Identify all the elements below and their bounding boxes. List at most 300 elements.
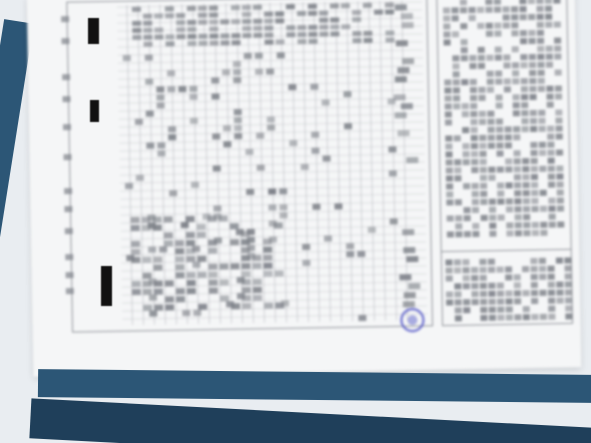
right-panel-cell: [489, 215, 496, 221]
right-panel-cell: [555, 93, 562, 99]
lower-cell: [131, 249, 140, 255]
right-lower-cell: [565, 281, 572, 287]
data-cell: [159, 246, 167, 252]
right-panel-cell: [555, 117, 562, 123]
grid-vline: [127, 5, 133, 325]
header-cell: [341, 3, 350, 8]
row-label-mark: [62, 74, 70, 80]
data-cell: [149, 295, 157, 301]
lower-cell: [187, 272, 196, 278]
right-lower-cell: [548, 290, 555, 296]
right-lower-cell: [472, 299, 479, 305]
lower-cell: [153, 256, 162, 262]
right-panel-cell: [502, 6, 509, 12]
right-panel-cell: [547, 150, 554, 156]
right-lower-cell: [471, 267, 478, 273]
right-panel-cell: [548, 174, 555, 180]
data-cell: [288, 84, 296, 90]
right-panel-cell: [520, 38, 527, 44]
side-cell: [402, 229, 414, 235]
right-panel-cell: [446, 183, 453, 189]
data-cell: [157, 102, 165, 108]
right-panel-cell: [472, 191, 479, 197]
right-panel-cell: [554, 45, 561, 51]
header-cell: [297, 11, 306, 16]
data-cell: [268, 188, 276, 194]
header-cell: [198, 20, 207, 25]
right-panel-cell: [506, 206, 513, 212]
data-cell: [157, 150, 165, 156]
right-panel-cell: [496, 103, 503, 109]
header-cell: [385, 2, 394, 7]
right-panel-cell: [512, 70, 519, 76]
right-lower-cell: [564, 265, 571, 271]
right-lower-cell: [523, 306, 530, 312]
right-panel-cell: [455, 223, 462, 229]
data-cell: [312, 204, 320, 210]
lower-cell: [142, 225, 151, 231]
header-cell: [264, 19, 273, 24]
data-cell: [234, 125, 242, 131]
right-panel-cell: [478, 63, 485, 69]
right-panel-cell: [455, 231, 462, 237]
right-panel-cell: [446, 167, 453, 173]
header-cell: [308, 32, 317, 37]
right-panel-cell: [557, 197, 564, 203]
right-panel-cell: [480, 199, 487, 205]
data-cell: [267, 124, 275, 130]
right-panel-cell: [514, 198, 521, 204]
right-panel-cell: [520, 62, 527, 68]
right-lower-cell: [471, 275, 478, 281]
grid-hline: [121, 258, 426, 263]
printed-form-sheet: [27, 0, 582, 377]
data-cell: [156, 94, 164, 100]
right-panel-cell: [471, 167, 478, 173]
binder-edge-bottom: [38, 369, 591, 403]
data-cell: [169, 190, 177, 196]
right-panel-cell: [454, 159, 461, 165]
grid-vline: [292, 2, 298, 322]
header-cell: [143, 14, 152, 19]
right-panel-cell: [481, 215, 488, 221]
right-panel-cell: [498, 215, 505, 221]
right-panel-cell: [447, 231, 454, 237]
right-lower-cell: [548, 298, 555, 304]
right-lower-cell: [471, 291, 478, 297]
header-cell: [143, 35, 152, 40]
data-cell: [145, 79, 153, 85]
right-lower-cell: [463, 283, 470, 289]
lower-cell: [263, 239, 272, 245]
right-lower-cell: [455, 307, 462, 313]
lower-cell: [264, 271, 273, 277]
right-panel-cell: [487, 87, 494, 93]
right-lower-cell: [523, 314, 530, 320]
grid-hline: [122, 274, 427, 279]
right-panel-cell: [546, 86, 553, 92]
right-lower-cell: [454, 267, 461, 273]
right-panel-cell: [512, 62, 519, 68]
right-panel-cell: [446, 175, 453, 181]
lower-cell: [142, 257, 151, 263]
lower-cell: [187, 280, 196, 286]
right-lower-cell: [462, 259, 469, 265]
right-panel-cell: [445, 151, 452, 157]
right-panel-cell: [469, 63, 476, 69]
right-lower-cell: [497, 283, 504, 289]
right-panel-cell: [503, 22, 510, 28]
right-panel-cell: [487, 71, 494, 77]
right-lower-cell: [565, 305, 572, 311]
right-panel-cell: [461, 55, 468, 61]
right-lower-cell: [497, 291, 504, 297]
header-cell: [253, 26, 262, 31]
header-cell: [209, 33, 218, 38]
right-lower-cell: [565, 297, 572, 303]
right-panel-cell: [555, 109, 562, 115]
header-cell: [385, 30, 394, 35]
right-panel-cell: [513, 150, 520, 156]
right-lower-cell: [445, 259, 452, 265]
data-cell: [301, 164, 309, 170]
right-panel-cell: [540, 230, 547, 236]
data-cell: [156, 86, 164, 92]
lower-cell: [208, 264, 217, 270]
lower-cell: [197, 256, 206, 262]
right-panel-cell: [453, 71, 460, 77]
header-cell: [132, 7, 141, 12]
header-cell: [209, 5, 218, 10]
lower-cell: [220, 295, 229, 301]
right-panel-cell: [555, 69, 562, 75]
header-cell: [209, 12, 218, 17]
lower-cell: [165, 280, 174, 286]
right-panel-cell: [461, 79, 468, 85]
right-lower-cell: [488, 291, 495, 297]
right-panel-cell: [495, 71, 502, 77]
right-panel-cell: [488, 167, 495, 173]
right-panel-cell: [452, 55, 459, 61]
right-lower-cell: [480, 267, 487, 273]
header-cell: [308, 25, 317, 30]
right-panel-cell: [487, 119, 494, 125]
data-cell: [148, 247, 156, 253]
right-panel-cell: [472, 183, 479, 189]
right-panel-cell: [522, 174, 529, 180]
grid-hline: [121, 210, 426, 215]
right-panel-cell: [503, 14, 510, 20]
right-panel-cell: [469, 55, 476, 61]
data-cell: [279, 204, 287, 210]
right-panel-cell: [488, 175, 495, 181]
header-cell: [309, 39, 318, 44]
data-cell: [322, 100, 330, 106]
data-cell: [302, 244, 310, 250]
right-panel-cell: [530, 126, 537, 132]
right-panel-cell: [521, 86, 528, 92]
lower-cell: [220, 279, 229, 285]
right-lower-cell: [506, 298, 513, 304]
right-lower-cell: [514, 314, 521, 320]
right-panel-cell: [514, 166, 521, 172]
header-cell: [330, 17, 339, 22]
right-panel-cell: [486, 23, 493, 29]
right-panel-cell: [523, 182, 530, 188]
right-lower-cell: [497, 315, 504, 321]
right-lower-cell: [446, 275, 453, 281]
header-cell: [341, 24, 350, 29]
right-panel-cell: [530, 110, 537, 116]
right-lower-cell: [539, 266, 546, 272]
header-cell: [298, 39, 307, 44]
lower-cell: [143, 289, 152, 295]
lower-cell: [176, 272, 185, 278]
header-cell: [220, 19, 229, 24]
right-panel-cell: [513, 126, 520, 132]
right-panel-cell: [540, 222, 547, 228]
header-cell: [286, 4, 295, 9]
right-panel-cell: [454, 167, 461, 173]
right-panel-cell: [472, 199, 479, 205]
row-label-mark: [62, 96, 70, 102]
data-cell: [388, 146, 396, 152]
right-panel-cell: [479, 111, 486, 117]
grid-hline: [118, 74, 423, 79]
header-cell: [154, 13, 163, 18]
right-panel-cell: [529, 86, 536, 92]
right-panel-cell: [546, 94, 553, 100]
right-panel-cell: [531, 190, 538, 196]
lower-cell: [143, 305, 152, 311]
right-panel-cell: [523, 190, 530, 196]
right-panel-cell: [485, 7, 492, 13]
header-cell: [198, 6, 207, 11]
right-panel-cell: [523, 198, 530, 204]
right-lower-cell: [455, 315, 462, 321]
row-label-mark: [66, 272, 74, 278]
side-cell: [403, 301, 415, 307]
right-panel-cell: [444, 79, 451, 85]
right-panel-cell: [554, 37, 561, 43]
right-panel-cell: [537, 22, 544, 28]
right-panel-cell: [553, 0, 560, 4]
header-cell: [352, 10, 361, 15]
right-panel-cell: [523, 206, 530, 212]
right-panel-cell: [463, 159, 470, 165]
right-panel-cell: [444, 87, 451, 93]
data-cell: [334, 203, 342, 209]
lower-cell: [208, 240, 217, 246]
lower-cell: [231, 303, 240, 309]
data-cell: [149, 311, 157, 317]
lower-cell: [153, 216, 162, 222]
right-panel-cell: [494, 23, 501, 29]
grid-hline: [119, 130, 424, 135]
right-panel-cell: [515, 230, 522, 236]
header-cell: [330, 31, 339, 36]
right-panel-cell: [451, 7, 458, 13]
right-panel-cell: [494, 7, 501, 13]
right-panel-cell: [519, 6, 526, 12]
redaction-bar-2: [90, 100, 99, 122]
lower-cell: [154, 304, 163, 310]
data-cell: [389, 170, 397, 176]
data-cell: [123, 55, 131, 61]
header-cell: [308, 4, 317, 9]
header-cell: [385, 9, 394, 14]
side-cell: [397, 130, 409, 136]
right-panel-cell: [506, 222, 513, 228]
right-panel-cell: [471, 135, 478, 141]
right-panel-cell: [477, 7, 484, 13]
right-lower-cell: [530, 258, 537, 264]
header-cell: [264, 12, 273, 17]
lower-cell: [253, 279, 262, 285]
header-cell: [154, 34, 163, 39]
lower-cell: [164, 216, 173, 222]
right-panel-cell: [497, 199, 504, 205]
right-lower-cell: [565, 273, 572, 279]
header-cell: [264, 33, 273, 38]
header-cell: [176, 20, 185, 25]
right-panel-cell: [453, 103, 460, 109]
right-lower-cell: [531, 282, 538, 288]
lower-cell: [131, 241, 140, 247]
right-panel-cell: [477, 23, 484, 29]
right-panel-cell: [538, 78, 545, 84]
lower-cell: [209, 288, 218, 294]
side-cell: [402, 58, 414, 64]
right-panel-cell: [479, 119, 486, 125]
side-cell: [394, 94, 406, 100]
right-panel-cell: [537, 30, 544, 36]
lower-cell: [186, 256, 195, 262]
right-panel-cell: [455, 199, 462, 205]
right-panel-cell: [461, 39, 468, 45]
header-cell: [330, 3, 339, 8]
data-cell: [212, 133, 220, 139]
right-panel-cell: [478, 87, 485, 93]
right-panel-cell: [522, 126, 529, 132]
right-panel-cell: [547, 102, 554, 108]
right-panel-cell: [479, 143, 486, 149]
data-cell: [246, 189, 254, 195]
lower-cell: [176, 296, 185, 302]
data-cell: [256, 133, 264, 139]
right-panel-cell: [444, 39, 451, 45]
right-panel-cell: [489, 223, 496, 229]
data-cell: [234, 117, 242, 123]
right-panel-cell: [520, 30, 527, 36]
lower-cell: [263, 247, 272, 253]
right-panel-cell: [469, 15, 476, 21]
right-lower-cell: [505, 290, 512, 296]
right-panel-cell: [471, 159, 478, 165]
right-panel-cell: [538, 110, 545, 116]
right-panel-cell: [445, 95, 452, 101]
right-panel-cell: [530, 142, 537, 148]
grid-vline: [303, 2, 309, 322]
right-lower-cell: [480, 299, 487, 305]
data-cell: [157, 142, 165, 148]
right-panel-cell: [497, 191, 504, 197]
right-lower-cell: [454, 291, 461, 297]
side-cell: [408, 283, 420, 289]
right-panel-cell: [513, 134, 520, 140]
data-cell: [346, 243, 354, 249]
header-cell: [188, 41, 197, 46]
right-panel-cell: [506, 182, 513, 188]
right-panel-cell: [505, 134, 512, 140]
data-cell: [279, 188, 287, 194]
right-panel-cell: [539, 150, 546, 156]
right-panel-cell: [445, 135, 452, 141]
header-cell: [232, 40, 241, 45]
right-panel-cell: [530, 118, 537, 124]
right-panel-cell: [479, 151, 486, 157]
right-panel-cell: [548, 206, 555, 212]
lower-cell: [132, 281, 141, 287]
data-cell: [190, 118, 198, 124]
data-cell: [310, 84, 318, 90]
right-panel-cell: [548, 198, 555, 204]
right-lower-cell: [565, 313, 572, 319]
right-panel-cell: [556, 125, 563, 131]
row-label-mark: [63, 154, 71, 160]
header-cell: [165, 6, 174, 11]
right-panel-cell: [529, 78, 536, 84]
grid-hline: [121, 226, 426, 231]
data-cell: [234, 133, 242, 139]
grid-vline: [391, 0, 397, 320]
right-panel-cell: [532, 230, 539, 236]
right-panel-cell: [452, 31, 459, 37]
lower-cell: [242, 303, 251, 309]
right-panel-cell: [537, 62, 544, 68]
grid-hline: [118, 50, 423, 55]
right-panel-cell: [532, 222, 539, 228]
lower-cell: [132, 289, 141, 295]
data-cell: [168, 126, 176, 132]
row-label-mark: [64, 206, 72, 212]
right-lower-cell: [489, 307, 496, 313]
header-cell: [231, 5, 240, 10]
data-cell: [167, 86, 175, 92]
side-cell: [401, 103, 413, 109]
right-lower-cell: [488, 283, 495, 289]
header-cell: [176, 34, 185, 39]
right-lower-cell: [548, 306, 555, 312]
data-cell: [255, 53, 263, 59]
data-cell: [222, 69, 230, 75]
header-cell: [363, 31, 372, 36]
right-lower-cell: [446, 299, 453, 305]
lower-cell: [241, 263, 250, 269]
side-cell: [397, 67, 409, 73]
header-cell: [242, 19, 251, 24]
right-panel-cell: [531, 174, 538, 180]
data-cell: [289, 140, 297, 146]
lower-cell: [242, 279, 251, 285]
header-cell: [220, 33, 229, 38]
header-cell: [143, 28, 152, 33]
data-cell: [136, 175, 144, 181]
lower-cell: [186, 240, 195, 246]
header-cell: [242, 33, 251, 38]
right-panel-cell: [531, 198, 538, 204]
right-panel-cell: [536, 0, 543, 4]
